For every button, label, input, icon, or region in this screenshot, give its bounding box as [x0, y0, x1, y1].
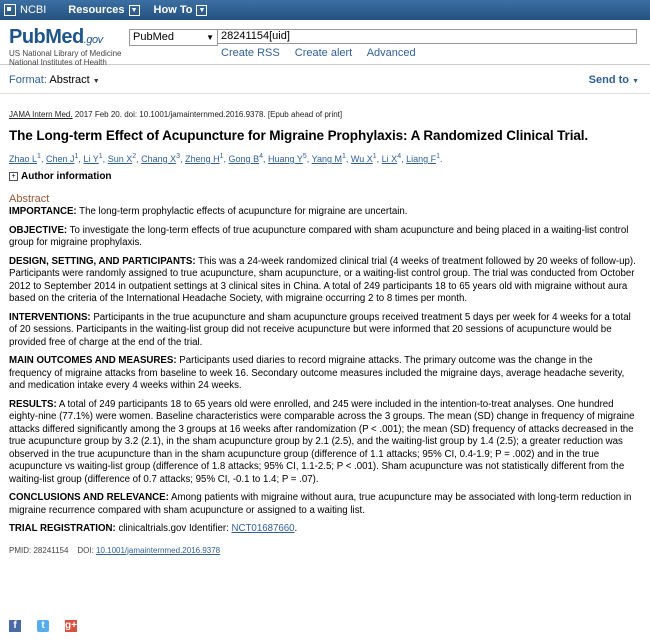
- abstract-section-text: To investigate the long-term effects of true acupuncture compared with sham acupuncture and being placed in a waiting-list control group for migraine prophylaxis.: [9, 224, 629, 248]
- chevron-down-icon: ▼: [92, 78, 100, 85]
- abstract-section-text: Participants in the true acupuncture and sham acupuncture groups received treatment 5 days per week for 4 weeks for a total of 20 sessions. Participants in the waiting-list group did not receive acupuncture but were informed that 20 sessions of acupuncture would be provided free of charge at the end of the trial.: [9, 311, 631, 348]
- citation: [9, 108, 637, 121]
- author-information-label: Author information: [21, 171, 112, 182]
- nlm-label: US National Library of Medicine: [9, 49, 122, 58]
- author-link[interactable]: Liang F: [406, 154, 437, 164]
- howto-label: How To: [153, 4, 193, 16]
- search-links: [221, 47, 428, 59]
- registration-id-link[interactable]: NCT01687660: [231, 523, 295, 534]
- abstract-section-label: INTERVENTIONS:: [9, 311, 91, 323]
- author-link[interactable]: Chen J: [45, 154, 75, 164]
- registration-text: clinicaltrials.gov Identifier:: [115, 523, 232, 534]
- author-affiliation: 1: [37, 153, 41, 160]
- article-content: [9, 108, 637, 557]
- pmid: PMID: 28241154: [9, 545, 69, 555]
- author-list: Zhao $L^1$, Chen $J^1$, Li $Y^1$, Sun $X^2$, Chang $X^3$, Zheng $H^1$, Gong $B^4$, Huang $Y^5$, Yang $M^1$, Wu $X^1$, Li $X^4$, Liang $F^1$.: [9, 153, 443, 164]
- resources-label: Resources: [68, 4, 125, 16]
- author-affiliation: 3: [176, 153, 181, 160]
- journal-link[interactable]: JAMA Intern Med.: [9, 110, 73, 119]
- chevron-down-icon: ▼: [196, 5, 207, 16]
- facebook-icon[interactable]: f: [9, 620, 21, 632]
- registration-end: .: [294, 523, 298, 534]
- database-select[interactable]: [129, 29, 218, 46]
- search-area: [0, 20, 650, 65]
- format-selector[interactable]: [9, 74, 100, 86]
- author-link[interactable]: Huang Y: [268, 154, 303, 164]
- format-label: Format:: [9, 74, 47, 86]
- send-to-menu[interactable]: [589, 74, 639, 86]
- ncbi-label: NCBI: [20, 4, 47, 16]
- registration-label: TRIAL REGISTRATION:: [9, 523, 116, 534]
- abstract-section: [9, 206, 637, 219]
- abstract-heading: Abstract: [9, 193, 50, 205]
- identifiers: [9, 544, 637, 557]
- abstract-section-text: The long-term prophylactic effects of acupuncture for migraine are uncertain.: [76, 206, 408, 217]
- abstract-section: [9, 225, 637, 250]
- author-link[interactable]: Gong B: [228, 154, 260, 164]
- abstract-body: [9, 206, 637, 517]
- abstract-section: [9, 256, 637, 306]
- search-input[interactable]: [217, 29, 637, 44]
- abstract-section: [9, 399, 637, 487]
- author-link[interactable]: Chang X: [141, 154, 177, 164]
- author-link[interactable]: Yang M: [311, 154, 342, 164]
- database-value: PubMed: [133, 31, 174, 43]
- chevron-down-icon: ▼: [206, 33, 214, 42]
- create-rss-link[interactable]: Create RSS: [221, 47, 280, 59]
- ncbi-logo[interactable]: [4, 4, 46, 16]
- pubmed-logo-word: PubMed: [9, 26, 84, 48]
- author-affiliation: 4: [397, 153, 402, 160]
- author-affiliation: 4: [259, 153, 263, 160]
- resources-menu[interactable]: [68, 4, 139, 16]
- pubmed-logo[interactable]: [9, 26, 122, 67]
- trial-registration: [9, 523, 637, 536]
- author-link[interactable]: Li X: [381, 154, 398, 164]
- abstract-section-label: OBJECTIVE:: [9, 224, 68, 236]
- abstract-section: [9, 355, 637, 393]
- abstract-section-text: Among patients with migraine without aura, true acupuncture may be associated with long-term reduction in migraine recurrence compared with sham acupuncture or assigned to a waiting list.: [9, 492, 632, 516]
- abstract-section-label: MAIN OUTCOMES AND MEASURES:: [9, 355, 177, 366]
- author-link[interactable]: Zhao L: [9, 154, 38, 164]
- doi-link[interactable]: 10.1001/jamainternmed.2016.9378: [96, 545, 221, 555]
- create-alert-link[interactable]: Create alert: [294, 47, 353, 59]
- author-affiliation: 1: [74, 153, 79, 160]
- author-affiliation: 1: [436, 153, 441, 160]
- author-affiliation: 1: [372, 153, 377, 160]
- author-link[interactable]: Wu X: [350, 154, 373, 164]
- format-value: Abstract: [49, 74, 90, 86]
- abstract-section-label: RESULTS:: [9, 398, 57, 410]
- format-row: [0, 65, 650, 94]
- author-affiliation: 1: [219, 153, 224, 160]
- social-share: [9, 620, 93, 632]
- author-link[interactable]: Li Y: [83, 154, 99, 164]
- pubmed-logo-gov: .gov: [83, 34, 103, 46]
- doi-label: DOI:: [77, 545, 97, 555]
- article-title: The Long-term Effect of Acupuncture for Migraine Prophylaxis: A Randomized Clinical Trial.: [9, 128, 589, 143]
- author-information-toggle[interactable]: [9, 170, 637, 183]
- author-affiliation: 1: [98, 153, 103, 160]
- abstract-section-text: This was a 24-week randomized clinical trial (4 weeks of treatment followed by 20 weeks of follow-up). Participants were randomly assigned to true acupuncture, sham acupuncture, or a waiting-list control group. The trial was conducted from October 2012 to September 2014 in outpatient settings at 3 clinical sites in China. A total of 249 participants 18 to 65 years old with migraine without aura based on the criteria of the International Headache Society, with migraine occurring 2 to 8 times per month.: [9, 255, 636, 304]
- chevron-down-icon: ▼: [129, 5, 140, 16]
- abstract-section-text: A total of 249 participants 18 to 65 years old were enrolled, and 245 were included in the intention-to-treat analyses. One hundred eighty-nine (77.1%) were women. Baseline characteristics were comparable across the 3 groups. The mean (SD) change in frequency of migraine attacks differed significantly among the 3 groups at 16 weeks after randomization (P < .001); the mean (SD) frequency of attacks decreased in the true acupuncture group by 3.2 (2.1), in the sham acupuncture group by 2.1 (2.5), and the waiting-list group by 1.4 (2.5); a greater reduction was observed in the true acupuncture than in the sham acupuncture group (difference of 1.1 attacks; 95% CI, 0.4-1.9; P = .002) and in the true acupuncture vs waiting-list group (difference of 1.8 attacks; 95% CI, 1.1-2.5; P < .001). Sham acupuncture was not statistically different from the waiting-list group (difference of 0.7 attacks; 95% CI, -0.1 to 1.4; P = .07).: [9, 398, 635, 485]
- advanced-link[interactable]: Advanced: [366, 47, 416, 59]
- plus-icon: +: [9, 172, 18, 181]
- author-affiliation: 1: [341, 153, 346, 160]
- abstract-section: [9, 492, 637, 517]
- twitter-icon[interactable]: t: [37, 620, 49, 632]
- abstract-section-label: CONCLUSIONS AND RELEVANCE:: [9, 492, 169, 503]
- google-plus-icon[interactable]: g+: [65, 620, 77, 631]
- author-link[interactable]: Sun X: [107, 154, 133, 164]
- citation-text: 2017 Feb 20. doi: 10.1001/jamainternmed.2016.9378. [Epub ahead of print]: [72, 110, 343, 119]
- abstract-section-label: IMPORTANCE:: [9, 206, 77, 217]
- author-affiliation: 2: [132, 153, 137, 160]
- abstract-section-text: Participants used diaries to record migraine attacks. The primary outcome was the change in the frequency of migraine attacks from baseline to week 16. Secondary outcome measures included the migraine days, average headache severity, and medication intake every 4 weeks within 24 weeks.: [9, 355, 625, 391]
- abstract-section: [9, 312, 637, 350]
- ncbi-top-bar: [0, 0, 650, 20]
- ncbi-logo-icon: [4, 4, 16, 16]
- chevron-down-icon: ▼: [632, 78, 639, 85]
- howto-menu[interactable]: [154, 4, 208, 16]
- author-affiliation: 5: [302, 153, 307, 160]
- abstract-section-label: DESIGN, SETTING, AND PARTICIPANTS:: [9, 255, 196, 267]
- send-to-label: Send to: [588, 74, 629, 86]
- author-link[interactable]: Zheng H: [185, 154, 220, 164]
- nih-label: National Institutes of Health: [9, 58, 107, 67]
